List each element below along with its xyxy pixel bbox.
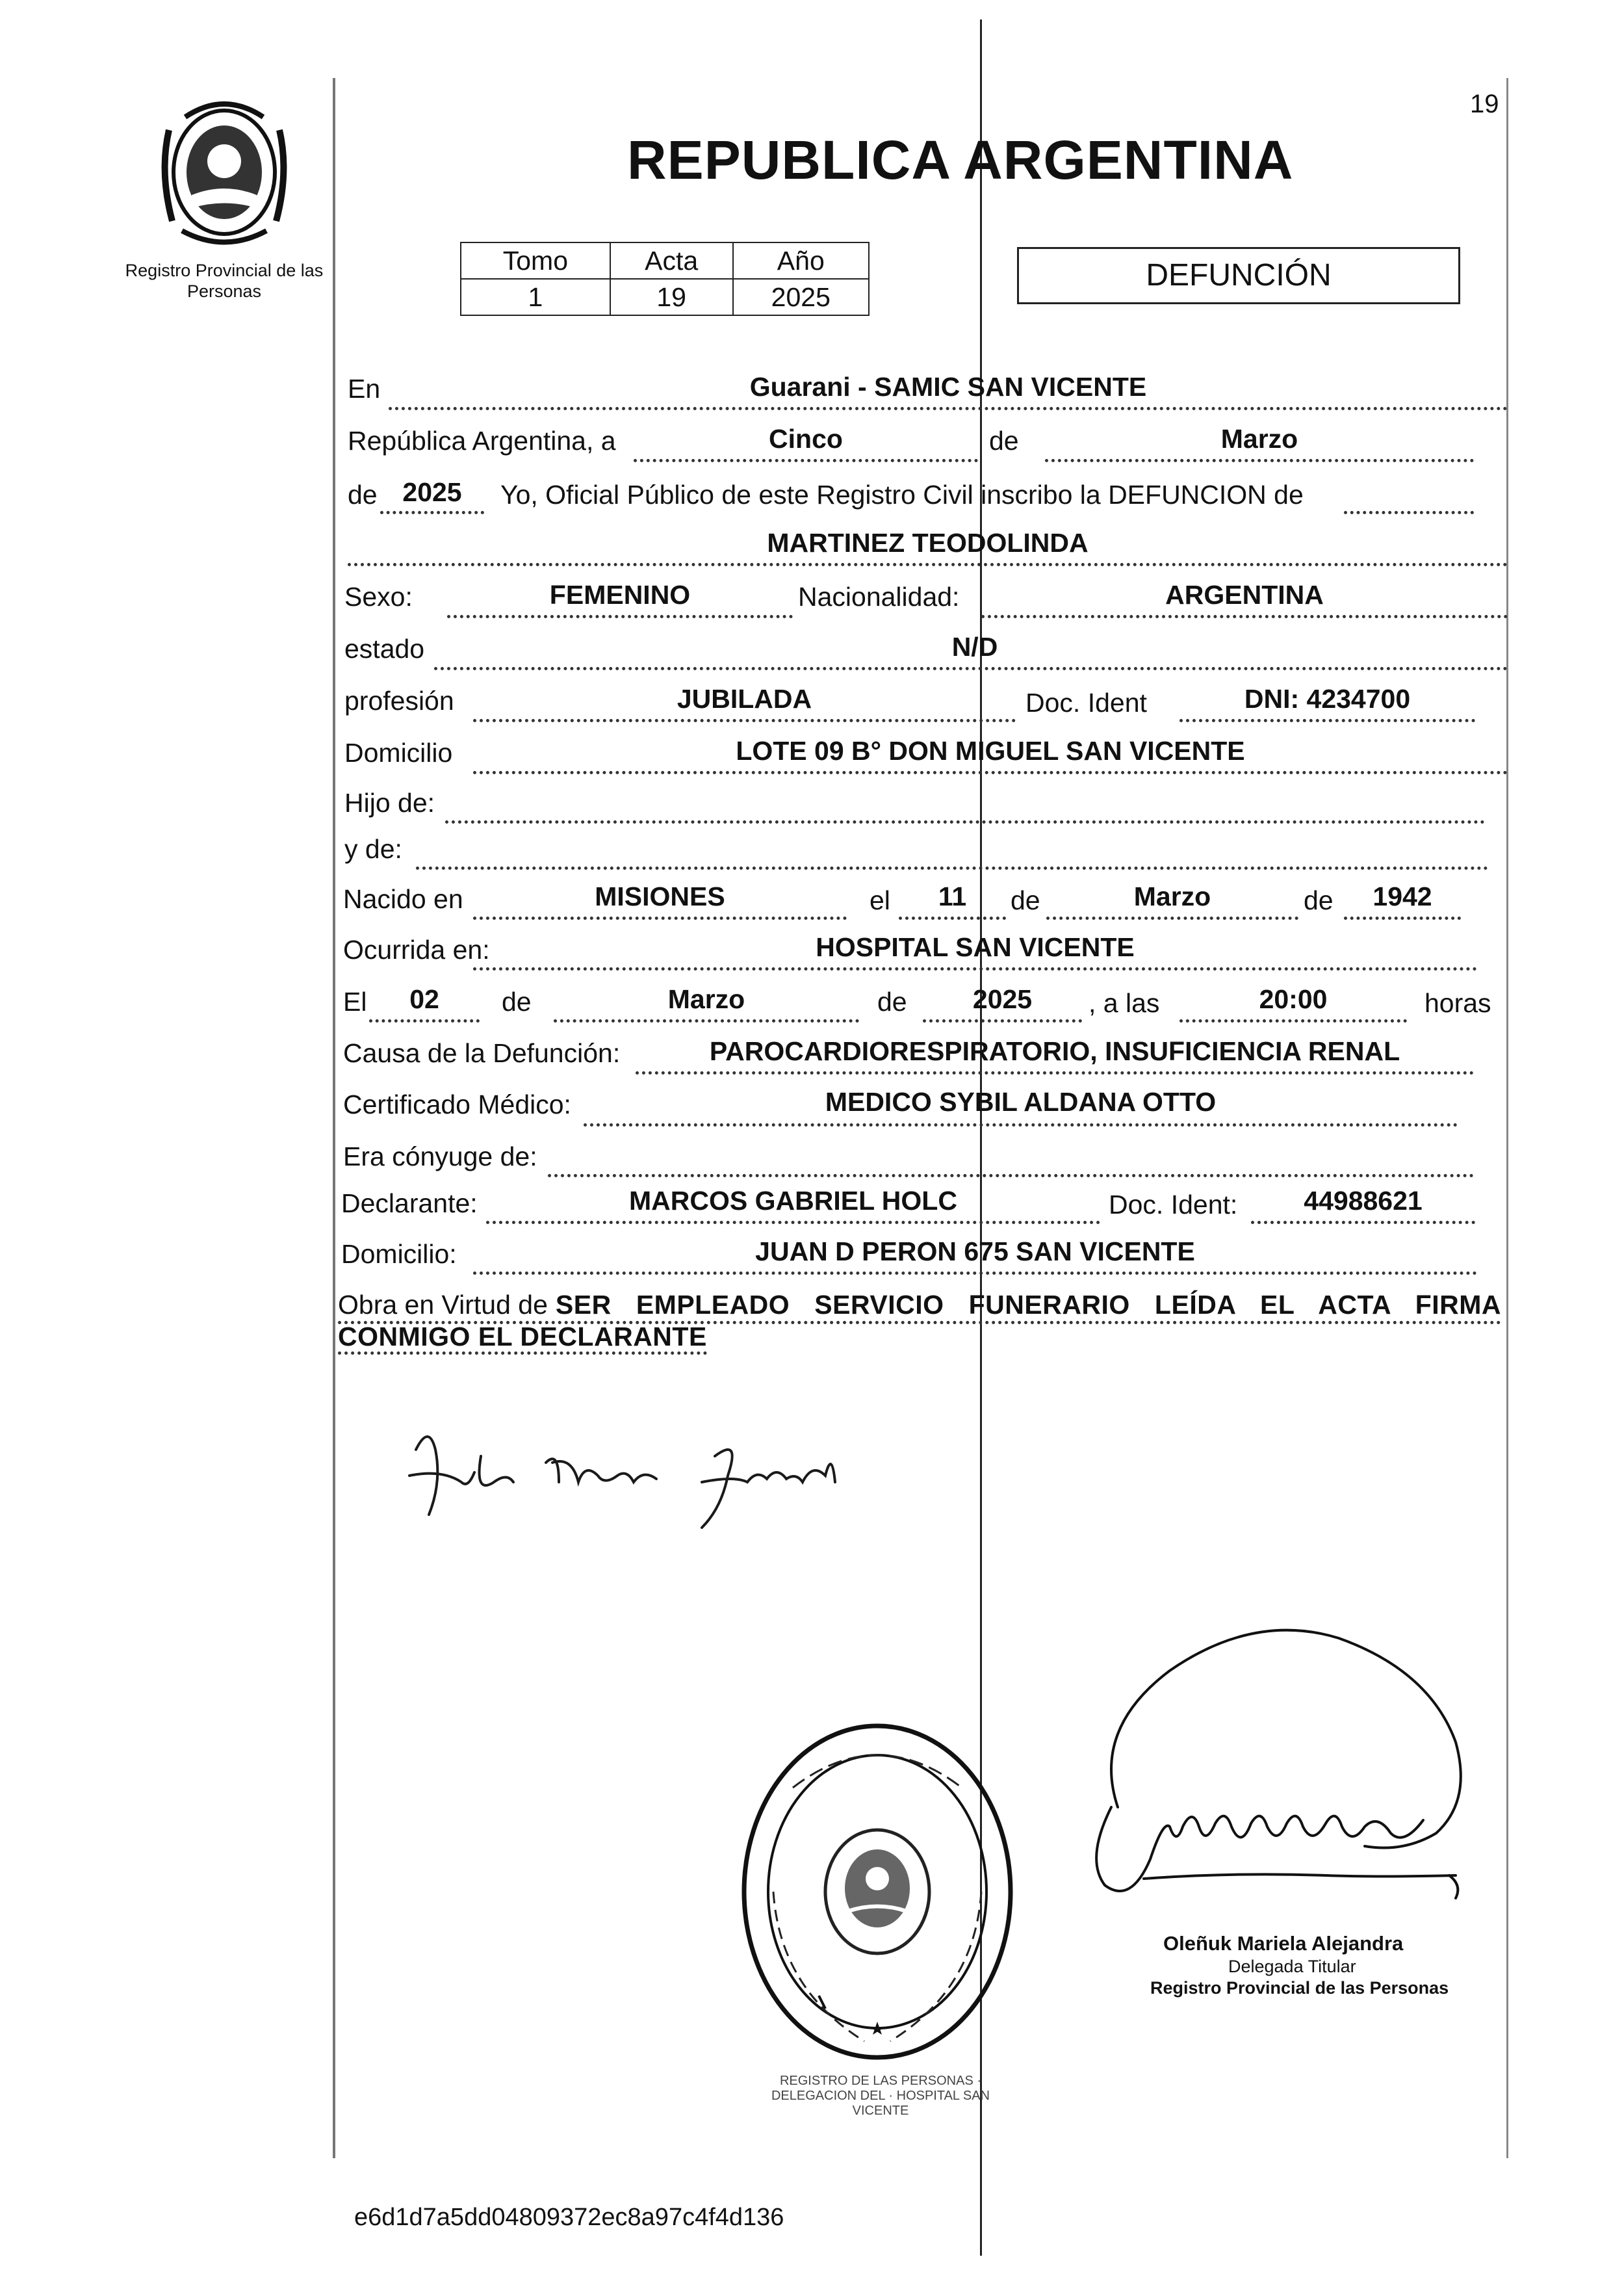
ref-value-acta: 19 [610,279,733,315]
ref-value-anio: 2025 [733,279,869,315]
certificado-value: MEDICO SYBIL ALDANA OTTO [825,1087,1217,1117]
hijo-label: Hijo de: [344,788,435,818]
def-anio-dots [923,1019,1082,1023]
republica-label: República Argentina, a [348,426,616,456]
en-label: En [348,374,381,404]
yde-label: y de: [344,834,402,864]
profesion-dots [473,719,1016,722]
declarante-signature [403,1411,923,1541]
nacionalidad-label: Nacionalidad: [798,582,960,612]
horas-label: horas [1424,988,1491,1018]
page-title: REPUBLICA ARGENTINA [627,129,1294,190]
conyuge-label: Era cónyuge de: [343,1142,537,1171]
registry-seal [734,1716,1020,2067]
def-de-label: de [502,987,532,1017]
estado-label: estado [344,634,425,664]
causa-value: PAROCARDIORESPIRATORIO, INSUFICIENCIA RENAL [709,1036,1400,1066]
def-dia-dots [369,1019,480,1023]
nacido-value: MISIONES [595,881,725,911]
officer-title: Delegada Titular [1228,1957,1356,1976]
certificado-label: Certificado Médico: [343,1089,571,1119]
officer-signature [1040,1612,1508,1950]
doc2-label: Doc. Ident: [1109,1190,1238,1220]
sexo-dots [447,615,793,618]
nac-de-label: de [1011,885,1040,915]
page-number: 19 [1470,90,1499,118]
obra-line2 [338,1320,1501,1353]
obra-block [338,1288,1501,1353]
seal-text: REGISTRO DE LAS PERSONAS · DELEGACION DEL · HOSPITAL SAN VICENTE [771,2074,990,2118]
officer-name: Oleñuk Mariela Alejandra [1163,1932,1404,1955]
province-logo [146,91,302,254]
alas-label: , a las [1089,988,1160,1018]
de2-label: de [348,480,378,510]
def-anio-value: 2025 [972,984,1033,1014]
estado-dots [434,667,1508,670]
def-mes-value: Marzo [667,984,745,1014]
def-de2-label: de [877,987,907,1017]
ocurrida-value: HOSPITAL SAN VICENTE [816,932,1135,962]
sexo-value: FEMENINO [549,580,691,610]
sexo-label: Sexo: [344,582,413,612]
el-label: el [870,885,890,915]
nac-mes-value: Marzo [1133,881,1211,911]
ref-header-tomo: Tomo [461,242,610,279]
def-mes-dots [554,1019,859,1023]
nac-dia-value: 11 [938,881,967,911]
declarante-value: MARCOS GABRIEL HOLC [629,1186,957,1216]
profesion-label: profesión [344,686,454,716]
certificado-dots [584,1123,1458,1127]
nombre-dots [348,563,1508,566]
obra-label: Obra en Virtud de [338,1290,548,1320]
el2-label: El [343,987,367,1017]
nac-de2-label: de [1304,885,1334,915]
obra-line1 [338,1288,1501,1324]
registry-name: Registro Provincial de las Personas [125,261,324,301]
hijo-dots [445,820,1485,824]
inscribo-dots [1344,511,1474,514]
nac-anio-dots [1344,917,1461,920]
nacido-dots [473,917,847,920]
document-hash: e6d1d7a5dd04809372ec8a97c4f4d136 [354,2204,784,2231]
causa-dots [636,1071,1474,1075]
yde-dots [416,867,1488,870]
ocurrida-dots [473,967,1477,971]
domicilio2-label: Domicilio: [341,1239,457,1269]
domicilio-value: LOTE 09 B° DON MIGUEL SAN VICENTE [736,736,1245,766]
conyuge-dots [548,1174,1474,1177]
nac-dia-dots [899,917,1006,920]
domicilio2-dots [473,1272,1477,1275]
mes-value: Marzo [1220,424,1298,454]
doc2-value: 44988621 [1304,1186,1423,1216]
dia-dots [634,459,978,462]
record-ref-table [460,242,870,316]
hora-dots [1179,1019,1407,1023]
domicilio2-value: JUAN D PERON 675 SAN VICENTE [755,1236,1195,1266]
inscribo-text: Yo, Oficial Público de este Registro Civil inscribo la DEFUNCION de [500,480,1304,510]
hora-value: 20:00 [1259,984,1328,1014]
def-dia-value: 02 [409,984,439,1014]
mes-dots [1045,459,1474,462]
domicilio-dots [473,771,1508,774]
profesion-value: JUBILADA [677,684,812,714]
ref-header-anio: Año [733,242,869,279]
obra-value-line1: SER EMPLEADO SERVICIO FUNERARIO LEÍDA EL ACTA FIRMA [555,1290,1501,1320]
nacido-label: Nacido en [343,884,463,914]
nombre-value: MARTINEZ TEODOLINDA [767,528,1089,558]
estado-value: N/D [951,632,998,662]
ocurrida-label: Ocurrida en: [343,935,490,965]
causa-label: Causa de la Defunción: [343,1038,621,1068]
en-value: Guarani - SAMIC SAN VICENTE [749,372,1147,402]
nacionalidad-dots [981,615,1508,618]
doc-label: Doc. Ident [1025,688,1147,718]
dia-value: Cinco [769,424,843,454]
obra-value-line2: CONMIGO EL DECLARANTE [338,1322,707,1355]
doc-value: DNI: 4234700 [1244,684,1411,714]
anio-value: 2025 [402,477,462,507]
anio-dots [380,511,484,514]
doc2-dots [1251,1221,1475,1224]
officer-org: Registro Provincial de las Personas [1150,1978,1449,1998]
nacionalidad-value: ARGENTINA [1165,580,1324,610]
record-type-box: DEFUNCIÓN [1017,247,1460,304]
nac-mes-dots [1046,917,1298,920]
en-dots [389,407,1508,410]
declarante-dots [486,1221,1100,1224]
left-margin-line [333,78,335,2158]
nac-anio-value: 1942 [1373,881,1432,911]
ref-value-tomo: 1 [461,279,610,315]
doc-dots [1179,719,1475,722]
domicilio-label: Domicilio [344,738,453,768]
declarante-label: Declarante: [341,1188,478,1218]
ref-header-acta: Acta [610,242,733,279]
de-label: de [989,426,1019,456]
